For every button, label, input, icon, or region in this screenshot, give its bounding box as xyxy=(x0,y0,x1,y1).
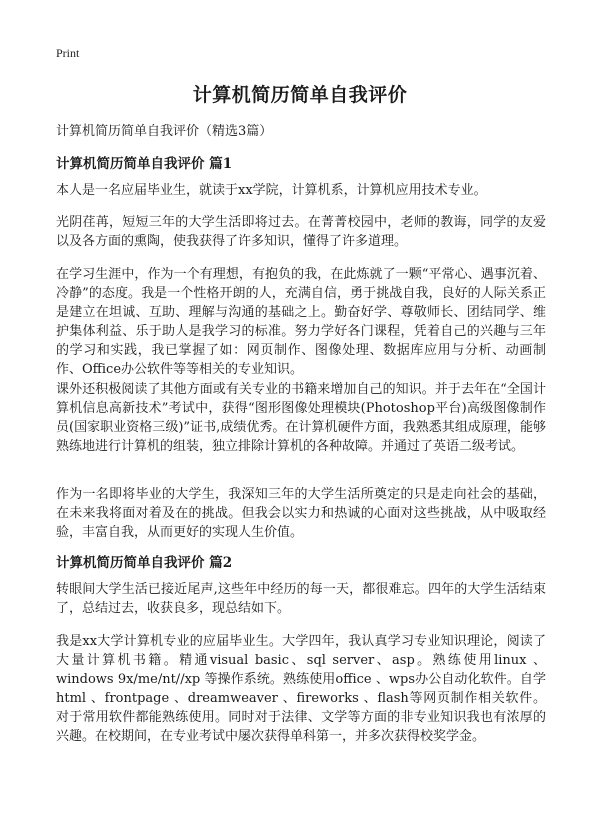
paragraph: 作为一名即将毕业的大学生，我深知三年的大学生活所奠定的只是走向社会的基础，在未来我将面对着及在的挑战。但我会以实力和热诚的心面对这些挑战，从中吸取经验，丰富自我，从而更好的实现人生价值。 xyxy=(56,487,546,540)
document-subtitle: 计算机简历简单自我评价（精选3篇） xyxy=(56,124,273,139)
paragraph: 本人是一名应届毕业生，就读于xx学院，计算机系，计算机应用技术专业。 xyxy=(56,183,487,198)
paragraph: 课外还积极阅读了其他方面或有关专业的书籍来增加自己的知识。并于去年在“全国计算机信息高新技术”考试中，获得“图形图像处理模块(Photoshop平台)高级图像制作员(国家职业资格三级)”证书,成绩优秀。在计算机硬件方面，我熟悉其组成原理，能够熟练地进行计算机的组装，独立排除计算机的各种故障。并通过了英语二级考试。 xyxy=(56,382,546,454)
paragraph: 在学习生涯中，作为一个有理想，有抱负的我，在此炼就了一颗“平常心、遇事沉着、冷静”的态度。我是一个性格开朗的人，充满自信，勇于挑战自我，良好的人际关系正是建立在坦诚、互助、理解与沟通的基础之上。勤奋好学、尊敬师长、团结同学、维护集体利益、乐于助人是我学习的标准。努力学好各门课程，凭着自己的兴趣与三年的学习和实践，我已掌握了如：网页制作、图像处理、数据库应用与分析、动画制作、Office办公软件等等相关的专业知识。 xyxy=(56,267,546,377)
paragraph: 我是xx大学计算机专业的应届毕业生。大学四年，我认真学习专业知识理论，阅读了大量计算机书籍。精通visual basic、sql server、asp。熟练使用linux 、windows 9x/me/nt//xp 等操作系统。熟练使用office 、wps办公自动化软件。自学html 、frontpage 、dreamweaver 、fireworks 、flash等网页制作相关软件。对于常用软件都能熟练使用。同时对于法律、文学等方面的非专业知识我也有浓厚的兴趣。在校期间，在专业考试中屡次获得单科第一，并多次获得校奖学金。 xyxy=(56,634,546,744)
document-title: 计算机简历简单自我评价 xyxy=(192,84,408,106)
section-heading-1: 计算机简历简单自我评价 篇1 xyxy=(56,156,233,172)
paragraph: 转眼间大学生活已接近尾声,这些年中经历的每一天，都很难忘。四年的大学生活结束了，总结过去，收获良多，现总结如下。 xyxy=(56,582,546,616)
print-link[interactable]: Print xyxy=(56,46,80,60)
section-heading-2: 计算机简历简单自我评价 篇2 xyxy=(56,555,233,571)
paragraph: 光阴荏苒，短短三年的大学生活即将过去。在菁菁校园中，老师的教诲，同学的友爱以及各方面的熏陶，使我获得了许多知识，懂得了许多道理。 xyxy=(56,215,546,249)
